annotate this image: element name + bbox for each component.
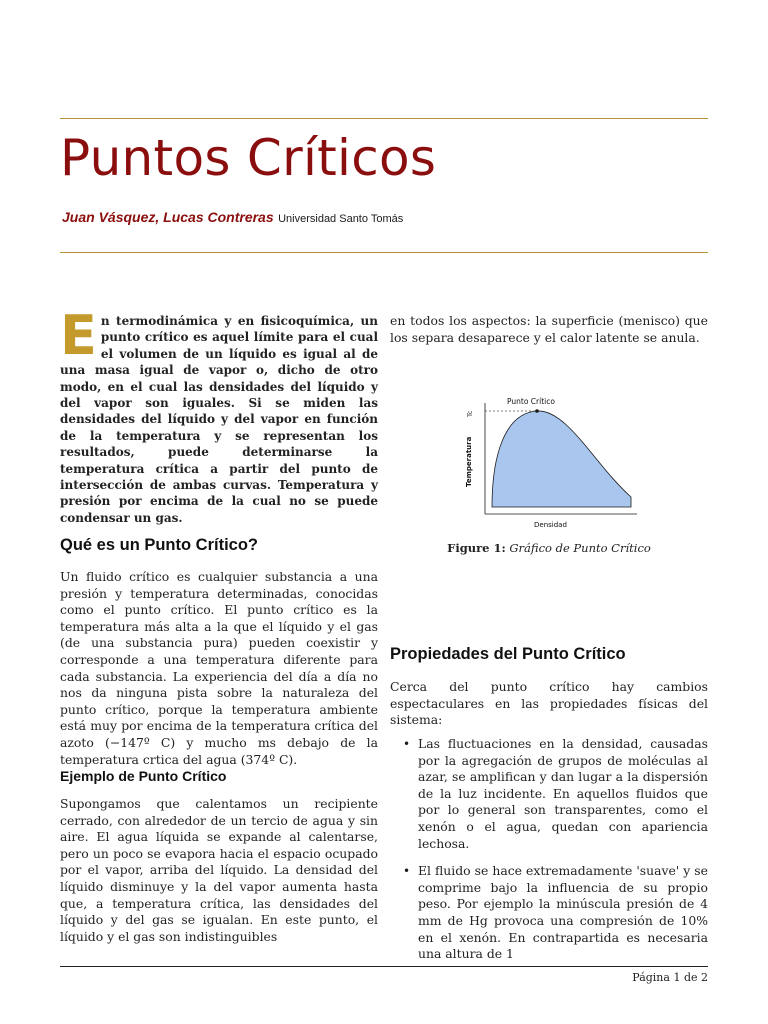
page-number: Página 1 de 2 bbox=[632, 971, 708, 984]
figure-caption bbox=[390, 541, 708, 555]
section-que-es-paragraph: Un fluido crítico es cualquier substancia a una presión y temperatura determinadas, conocidas como el punto crítico. El punto crítico es la temperatura más alta a la que el líquido y el gas (de una substancia pura) pueden coexistir y corresponde a una temperatura diferente para cada substancia. La experiencia del día a día no nos da ninguna pista sobre la naturaleza del punto crítico, porque la temperatura ambiente está muy por encima de la temperatura crítica del azoto (−147º C) y mucho ms debajo de la temperatura crtica del agua (374º C). bbox=[60, 569, 378, 767]
authors: Juan Vásquez, Lucas Contreras bbox=[62, 209, 274, 225]
bullet-icon: • bbox=[403, 864, 411, 879]
subsection-heading-ejemplo: Ejemplo de Punto Crítico bbox=[60, 768, 227, 784]
footer-rule bbox=[60, 966, 708, 967]
affiliation: Universidad Santo Tomás bbox=[278, 213, 404, 225]
critical-point-figure bbox=[455, 395, 640, 535]
peak-label: Punto Crítico bbox=[507, 397, 555, 406]
section-propiedades-intro bbox=[390, 679, 708, 729]
list-item bbox=[390, 863, 708, 963]
abstract-block bbox=[60, 304, 378, 526]
subsection-ejemplo-paragraph: Supongamos que calentamos un recipiente cerrado, con alrededor de un tercio de agua y sin aire. El agua líquida se expande al calentarse, pero un poco se evapora hacia el espacio ocupado por el vapor, arriba del líquido. La densidad del líquido disminuye y la del vapor aumenta hasta que, a temperatura crítica, las densidades del líquido y del gas se igualan. En este punto, el líquido y el gas son indistinguibles bbox=[60, 796, 378, 944]
figure-caption-text: Gráfico de Punto Crítico bbox=[509, 541, 651, 555]
subsection-ejemplo-body bbox=[60, 796, 378, 945]
tc-label: Tc bbox=[466, 410, 474, 417]
right-intro-paragraph: en todos los aspectos: la superficie (menisco) que los separa desaparece y el calor latente se anula. bbox=[390, 313, 708, 345]
list-item-text: El fluido se hace extremadamente 'suave' y se comprime bajo la influencia de su propio peso. Por ejemplo la minúscula presión de 4 mm de Hg provoca una compresión de 10% en el xenón. En contrapartida es necesaria una altura de 1 bbox=[418, 863, 708, 962]
bullet-icon: • bbox=[403, 737, 411, 751]
properties-list bbox=[390, 736, 708, 974]
abstract-text: n termodinámica y en fisicoquímica, un punto crítico es aquel límite para el cual el volumen de un líquido es igual al de una masa igual de vapor o, dicho de otro modo, en el cual las densidades del líquido y del vapor son iguales. Si se miden las densidades del líquido y del vapor en función de la temperatura y se representan los resultados, puede determinarse la temperatura crítica a partir del punto de intersección de ambas curvas. Temperatura y presión por encima de la cual no se puede condensar un gas. bbox=[60, 314, 378, 525]
top-rule bbox=[60, 118, 708, 119]
page-title: Puntos Críticos bbox=[60, 129, 437, 187]
section-heading-propiedades: Propiedades del Punto Crítico bbox=[390, 645, 626, 663]
byline bbox=[62, 209, 403, 227]
list-item-text: Las fluctuaciones en la densidad, causadas por la agregación de grupos de moléculas al azar, se amplifican y dan lugar a la dispersión de la luz incidente. En aquellos fluidos que por lo general son transparentes, como el xenón o el agua, quedan con apariencia lechosa. bbox=[418, 736, 708, 851]
section-heading-que-es: Qué es un Punto Crítico? bbox=[60, 536, 259, 554]
header-bottom-rule bbox=[60, 252, 708, 253]
critical-point-graph bbox=[455, 395, 640, 535]
y-axis-label: Temperatura bbox=[465, 436, 473, 487]
abstract-paragraph bbox=[60, 304, 378, 526]
critical-point-marker bbox=[535, 409, 539, 413]
x-axis-label: Densidad bbox=[534, 521, 567, 529]
section-que-es-body bbox=[60, 569, 378, 768]
section-propiedades-intro-paragraph: Cerca del punto crítico hay cambios espectaculares en las propiedades físicas del sistema: bbox=[390, 679, 708, 728]
figure-caption-label: Figure 1: bbox=[447, 541, 506, 555]
right-intro-block bbox=[390, 313, 708, 346]
drop-cap: E bbox=[60, 304, 97, 367]
coexistence-curve-area bbox=[492, 411, 631, 507]
list-item bbox=[390, 736, 708, 852]
